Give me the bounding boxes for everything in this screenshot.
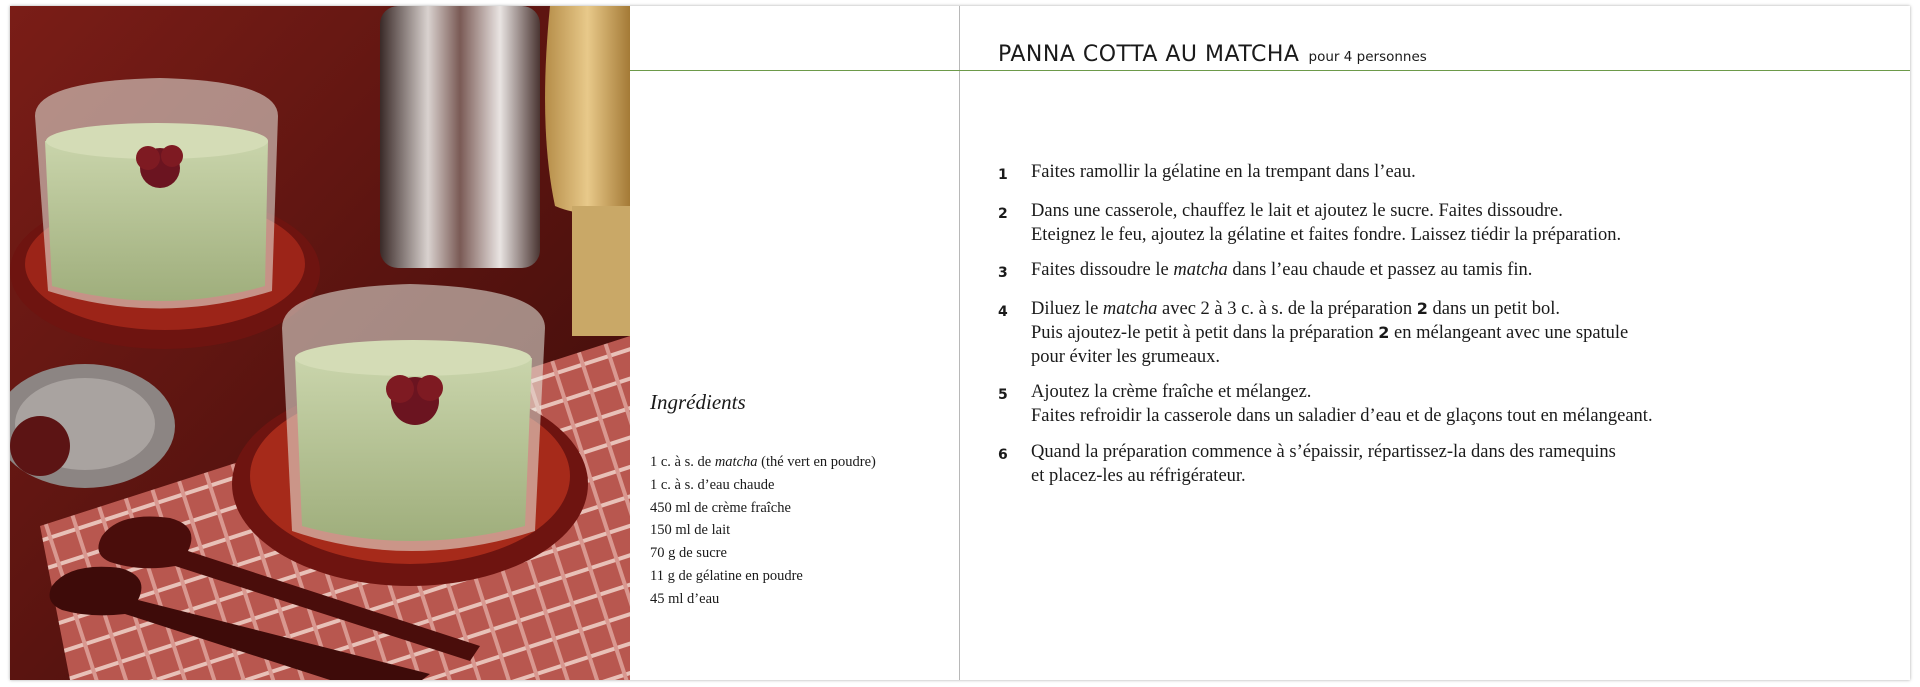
- recipe-spread: [10, 6, 1910, 680]
- recipe-servings: pour 4 personnes: [1308, 49, 1427, 65]
- ingredient-item: 45 ml d’eau: [650, 590, 720, 607]
- ingredients-heading: Ingrédients: [650, 390, 746, 414]
- title-rule: [630, 70, 1910, 71]
- method-step: [998, 297, 1653, 369]
- method-step: [998, 160, 1653, 187]
- step-line: et placez-les au réfrigérateur.: [1031, 465, 1246, 486]
- ingredient-item: 1 c. à s. d’eau chaude: [650, 476, 775, 493]
- method-step: [998, 199, 1653, 247]
- recipe-title: [998, 42, 1427, 67]
- step-line: Quand la préparation commence à s’épaissir, répartissez-la dans des ramequins: [1031, 441, 1616, 462]
- step-line: Faites refroidir la casserole dans un saladier d’eau et de glaçons tout en mélangeant.: [1031, 406, 1653, 426]
- page-gutter: [959, 6, 960, 680]
- step-line: Faites ramollir la gélatine en la trempant dans l’eau.: [1031, 162, 1416, 182]
- step-number: 1: [998, 167, 1008, 183]
- step-line: Eteignez le feu, ajoutez la gélatine et faites fondre. Laissez tiédir la préparation.: [1031, 224, 1622, 245]
- recipe-title-text: PANNA COTTA AU MATCHA: [998, 42, 1300, 67]
- ingredient-item: 11 g de gélatine en poudre: [650, 567, 803, 584]
- step-line: Puis ajoutez-le petit à petit dans la préparation 2 en mélangeant avec une spatule: [1031, 322, 1629, 343]
- step-line: pour éviter les grumeaux.: [1031, 346, 1221, 367]
- step-number: 2: [998, 205, 1008, 222]
- step-number: 6: [998, 446, 1008, 463]
- ingredient-item: 450 ml de crème fraîche: [650, 499, 791, 516]
- ingredients-panel: [630, 6, 968, 680]
- method-step: [998, 380, 1653, 428]
- ingredient-item: 1 c. à s. de matcha (thé vert en poudre): [650, 454, 876, 470]
- ingredients-list: [650, 451, 876, 611]
- ingredient-item: 70 g de sucre: [650, 545, 727, 562]
- step-line: Dans une casserole, chauffez le lait et ajoutez le sucre. Faites dissoudre.: [1031, 200, 1563, 221]
- recipe-photo: [10, 6, 630, 680]
- method-step: [998, 440, 1653, 488]
- ingredient-item: 150 ml de lait: [650, 522, 731, 539]
- step-line: Ajoutez la crème fraîche et mélangez.: [1031, 382, 1312, 402]
- method-step: [998, 258, 1653, 285]
- step-line: Faites dissoudre le matcha dans l’eau chaude et passez au tamis fin.: [1031, 260, 1533, 280]
- step-number: 4: [998, 303, 1008, 320]
- step-number: 3: [998, 265, 1008, 281]
- step-line: Diluez le matcha avec 2 à 3 c. à s. de la préparation 2 dans un petit bol.: [1031, 298, 1560, 319]
- method-steps: [998, 160, 1653, 499]
- step-number: 5: [998, 387, 1008, 403]
